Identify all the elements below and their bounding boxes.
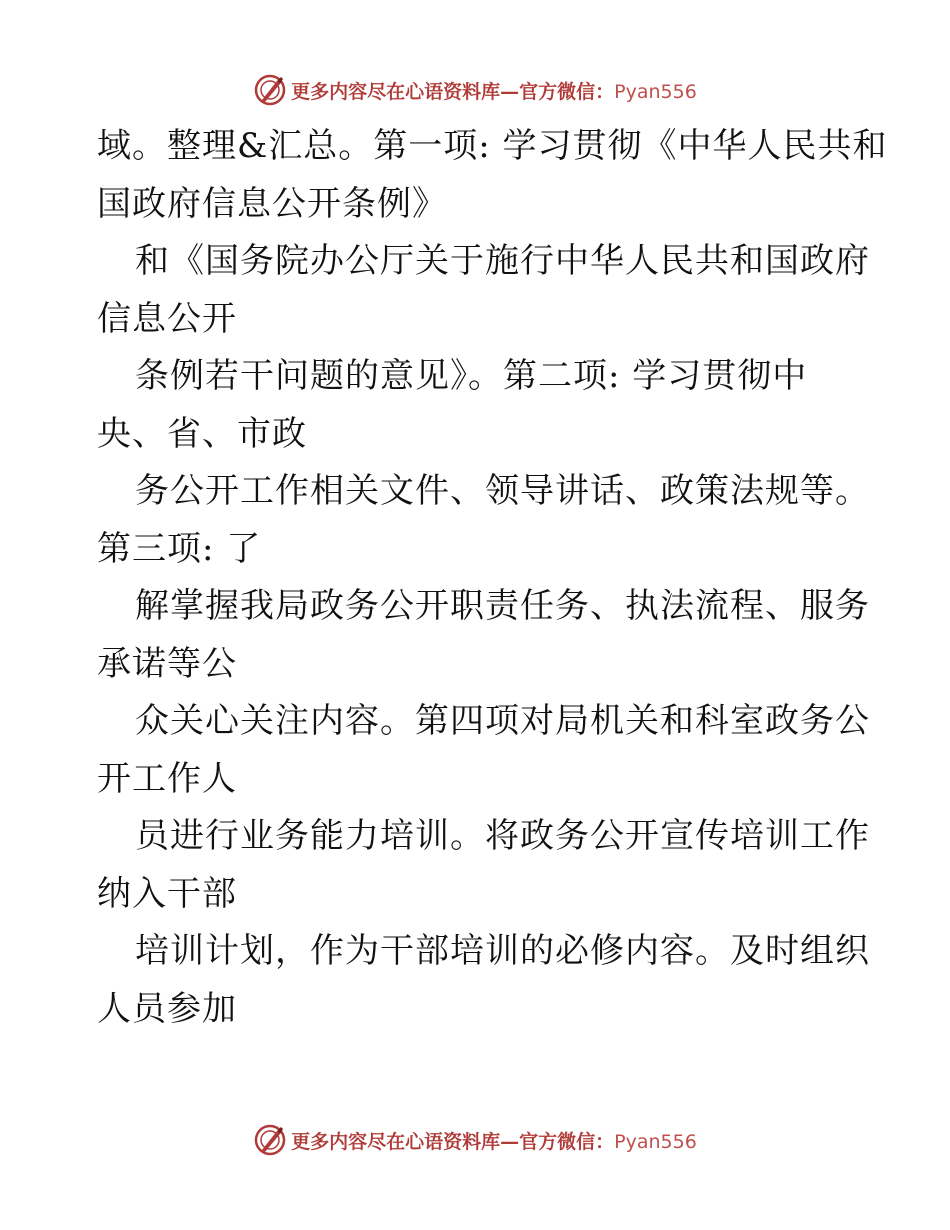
header-wechat-id: Pyan556 bbox=[614, 80, 697, 103]
header-banner-text: 更多内容尽在心语资料库—官方微信：Pyan556 bbox=[291, 80, 697, 103]
text-line: 纳入干部 bbox=[97, 873, 237, 914]
text-line: 人员参加 bbox=[97, 988, 237, 1029]
text-line: 和《国务院办公厅关于施行中华人民共和国政府 bbox=[135, 241, 870, 281]
header-banner bbox=[0, 70, 950, 110]
text-line: 培训计划，作为干部培训的必修内容。及时组织 bbox=[135, 931, 870, 971]
text-line: 信息公开 bbox=[97, 298, 237, 339]
pen-logo-icon bbox=[253, 73, 287, 107]
text-line: 承诺等公 bbox=[97, 643, 237, 684]
text-line: 域。整理&汇总。第一项: 学习贯彻《中华人民共和 bbox=[97, 126, 888, 166]
pen-logo-icon bbox=[253, 1123, 287, 1157]
footer-banner-text: 更多内容尽在心语资料库—官方微信：Pyan556 bbox=[291, 1130, 697, 1153]
footer-banner bbox=[0, 1120, 950, 1160]
document-body bbox=[97, 118, 888, 1038]
text-line: 开工作人 bbox=[97, 758, 237, 799]
text-line: 国政府信息公开条例》 bbox=[97, 183, 447, 224]
text-line: 第三项: 了 bbox=[97, 528, 262, 569]
text-line: 务公开工作相关文件、领导讲话、政策法规等。 bbox=[135, 471, 870, 511]
text-line: 员进行业务能力培训。将政务公开宣传培训工作 bbox=[135, 816, 870, 856]
text-line: 央、省、市政 bbox=[97, 413, 307, 454]
text-line: 解掌握我局政务公开职责任务、执法流程、服务 bbox=[135, 586, 870, 626]
text-line: 条例若干问题的意见》。第二项: 学习贯彻中 bbox=[135, 356, 808, 396]
text-line: 众关心关注内容。第四项对局机关和科室政务公 bbox=[135, 701, 870, 741]
footer-wechat-id: Pyan556 bbox=[614, 1130, 697, 1153]
